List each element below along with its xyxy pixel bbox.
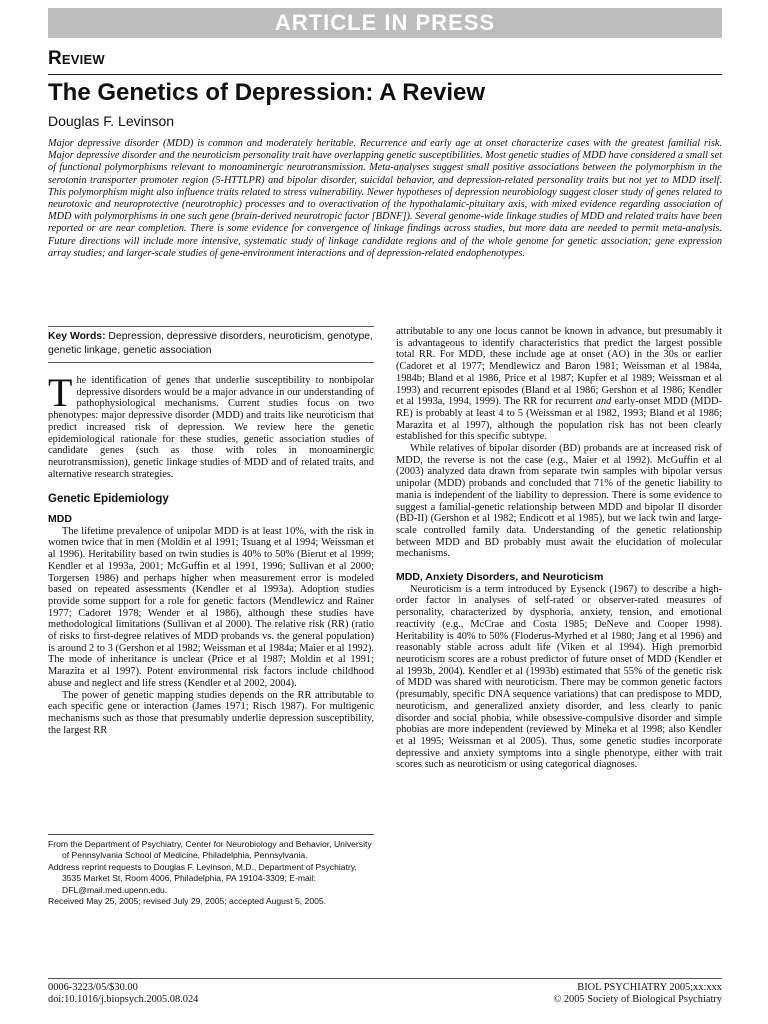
rr-emphasis: and — [595, 396, 612, 408]
header-rule — [48, 74, 722, 75]
affiliation-footnote — [48, 834, 374, 907]
rr-text-a: attributable to any one locus cannot be known in advance, but presumably it is advantageous to identify characteristics that predict the largest possible total RR. For MDD, these include age at onset (AO) in the 30s or earlier (Cadoret et al 1977; Mendlewicz and Baron 1981; Weissman et al 1984a, 1984b; Bland et al 1986, Price et al 1987; Kupfer et al 1989; Weissman et al 1993) and recurrent episodes (Bland et al 1986; Gershon et al 1986; Kendler et al 1993a, 1994, 1999). The RR for recurrent — [396, 326, 722, 408]
article-in-press-banner: ARTICLE IN PRESS — [48, 8, 722, 38]
rr-text-b: early-onset MDD (MDD-RE) is probably at least 4 to 5 (Weissman et al 1982, 1993; Bland et al 1986; Marazita et al 1997), although the population risk has not been clearly established for this specific subtype. — [396, 396, 722, 443]
affiliation-text: From the Department of Psychiatry, Center for Neurobiology and Behavior, University of Pennsylvania School of Medicine, Philadelphia, Pennsylvania. — [48, 839, 372, 861]
left-column — [48, 326, 374, 736]
heading-anxiety-neuroticism: MDD, Anxiety Disorders, and Neuroticism — [396, 571, 604, 584]
received-dates: Received May 25, 2005; revised July 29, 2005; accepted August 5, 2005. — [48, 896, 327, 907]
reprint-requests: Address reprint requests to Douglas F. Levinson, M.D., Department of Psychiatry, 3535 Market St, Room 4006, Philadelphia, PA 19104-3309; E-mail: DFL@mail.med.upenn.edu. — [48, 861, 357, 895]
right-column — [396, 326, 722, 771]
drop-cap: T — [48, 370, 73, 415]
doi: doi:10.1016/j.biopsych.2005.08.024 — [48, 994, 199, 1005]
keywords-text: Depression, depressive disorders, neuroticism, genotype, genetic linkage, genetic association — [48, 331, 373, 356]
intro-paragraph — [48, 370, 374, 480]
paragraph-mdd-prevalence: The lifetime prevalence of unipolar MDD is at least 10%, with the risk in women twice that in men (Moldin et al 1991; Tsuang et al 1994; Weissman et al 1996). Heritability based on twin studies is 40% to 50% (Bierut et al 1999; Kendler et al 1993a, 2001; McGuffin et al 1991, 1996; Sullivan et al 2000; Torgersen 1986) and perhaps higher when measurement error is modeled based on repeated assessments (Kendler et al 1993a). Adoption studies provide some support for a role for genetic factors (Mendlewicz and Rainer 1977; Cadoret 1978; Wender et al 1986), although these studies have methodological limitations (Sullivan et al 2000). The relative risk (RR) (ratio of risks to first-degree relatives of MDD probands vs. the general population) is around 2 to 3 (Gershon et al 1982; Weissman et al 1984a; Maier et al 1992). The mode of inheritance is unclear (Price et al 1987; Moldin et al 1991; Marazita et al 1997). Potent environmental risk factors include childhood abuse and neglect and life stress (Kendler et al 2002, 2004). — [48, 525, 374, 689]
paragraph-mapping-power: The power of genetic mapping studies depends on the RR attributable to each specific gene or interaction (James 1971; Risch 1987). For multigenic mechanisms such as those that presumably underlie depression susceptibility, the largest RR — [48, 689, 374, 736]
footer-right — [400, 982, 722, 1006]
article-title: The Genetics of Depression: A Review — [48, 79, 486, 106]
paragraph-relative-risk — [396, 326, 722, 443]
heading-mdd: MDD — [48, 513, 72, 526]
heading-genetic-epidemiology: Genetic Epidemiology — [48, 493, 169, 506]
journal-citation: BIOL PSYCHIATRY 2005;xx:xxx — [577, 982, 722, 993]
copyright: © 2005 Society of Biological Psychiatry — [553, 994, 722, 1005]
issn: 0006-3223/05/$30.00 — [48, 982, 138, 993]
keywords-box — [48, 326, 374, 363]
paragraph-bipolar: While relatives of bipolar disorder (BD) probands are at increased risk of MDD, the reverse is not the case (e.g., Maier et al 1992). McGuffin et al (2003) analyzed data drawn from separate twin samples with bipolar versus unipolar (MDD) probands and concluded that 71% of the genetic liability to mania is independent of the liability to depression. There is some evidence to suggest a familial-genetic relationship between MDD and bipolar II disorder (BD-II) (Gershon et al 1982; Endicott et al 1985), but we lack twin and large-scale controlled family data. Understanding of the genetic relationship between MDD and BD probably must await the elucidation of molecular mechanisms. — [396, 443, 722, 560]
section-label: Review — [48, 48, 105, 69]
keywords-label: Key Words: — [48, 331, 106, 342]
intro-text: he identification of genes that underlie susceptibility to nonbipolar depressive disorders would be a major advance in our understanding of pathophysiological mechanisms. Current studies focus on two phenotypes: major depressive disorder (MDD) and traits like neuroticism that predict increased risk of depression. We review here the genetic epidemiological rationale for these studies, genetic association studies of candidate genes (such as those with roles in monoaminergic neurotransmission), genetic linkage studies of MDD and of related traits, and alternative research strategies. — [48, 375, 374, 480]
abstract: Major depressive disorder (MDD) is common and moderately heritable. Recurrence and early age at onset characterize cases with the greatest familial risk. Major depressive disorder and the neuroticism personality trait have overlapping genetic susceptibilities. Most genetic studies of MDD have considered a small set of functional polymorphisms relevant to monoaminergic neurotransmission. Meta-analyses suggest small positive associations between the polymorphism in the serotonin transporter promoter region (5-HTTLPR) and bipolar disorder, suicidal behavior, and depression-related personality traits but not yet to MDD itself. This polymorphism might also influence traits related to stress vulnerability. Newer hypotheses of depression neurobiology suggest closer study of genes related to neurotoxic and neuroprotective (neurotrophic) processes and to overactivation of the hypothalamic-pituitary axis, with mixed evidence regarding association of MDD with polymorphisms in one such gene (brain-derived neurotropic factor [BDNF]). Several genome-wide linkage studies of MDD and related traits have been reported or are near completion. There is some evidence for convergence of linkage findings across studies, but more data are needed to permit meta-analysis. Future directions will include more intensive, systematic study of linkage candidate regions and of the whole genome for genetic association; gene expression array studies; and larger-scale studies of gene-environment interactions and of depression-related endophenotypes. — [48, 138, 722, 259]
footer-rule — [48, 978, 722, 979]
paragraph-neuroticism: Neuroticism is a term introduced by Eysenck (1967) to describe a high-order factor in analyses of self-rated or observer-rated measures of personality, characterized by dysphoria, anxiety, tension, and emotional reactivity (e.g., McCrae and Costa 1985; DeNeve and Cooper 1998). Heritability is 40% to 50% (Floderus-Myrhed et al 1980; Jang et al 1996) and reasonably stable across adult life (Viken et al 1994). High premorbid neuroticism scores are a robust predictor of future onset of MDD (Kendler et al 1993b, 2004). Kendler et al (1993b) estimated that 55% of the genetic risk of MDD was shared with neuroticism. There may be common genetic factors (presumably, specific DNA sequence variations) that can predispose to MDD, neuroticism, and generalized anxiety disorder, and less clearly to panic disorder and social phobia, while obsessive-compulsive disorder and simple phobias are more independent (reviewed by Mineka et al 1998; also Kendler et al 1995; Weissman et al 2005). Thus, some genetic studies incorporate depressive and anxiety symptoms into a single phenotype, either with trait scores such as neuroticism or using categorical diagnoses. — [396, 583, 722, 771]
author: Douglas F. Levinson — [48, 113, 175, 129]
footer-left — [48, 982, 198, 1006]
